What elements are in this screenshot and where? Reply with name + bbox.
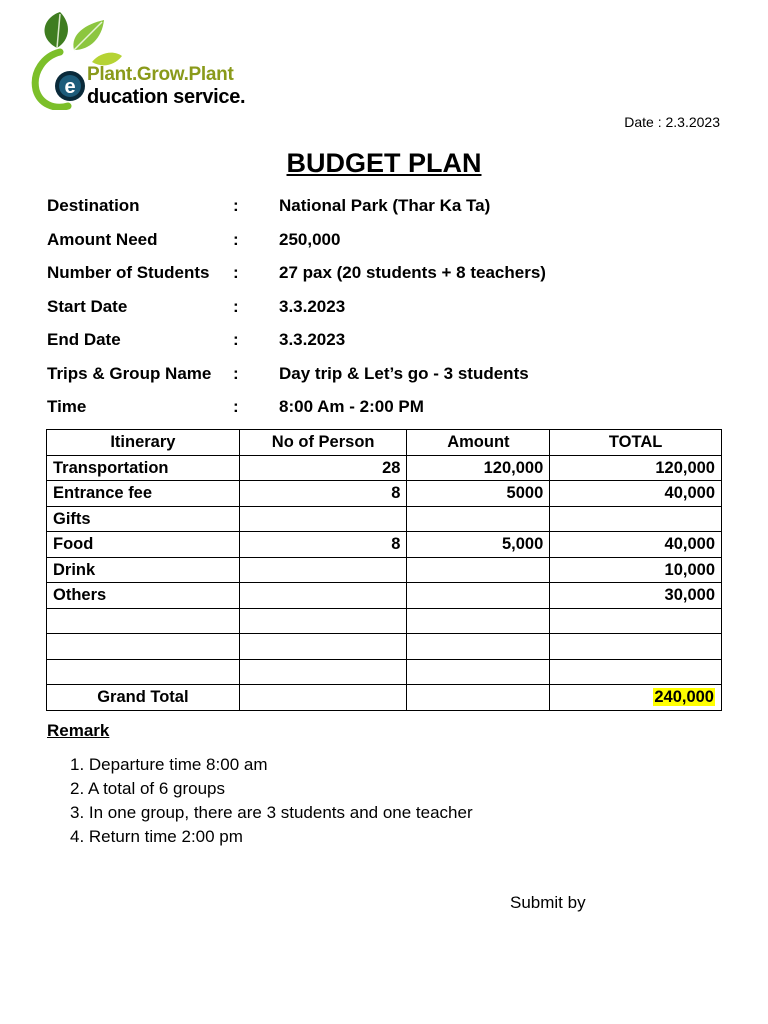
list-item: 2. A total of 6 groups <box>70 779 226 798</box>
grand-total-row <box>47 685 722 711</box>
cell-amount <box>407 634 550 660</box>
cell-amount <box>407 583 550 609</box>
remark-heading: Remark <box>47 721 110 740</box>
info-colon: : <box>233 330 239 349</box>
cell-no-of-person <box>239 506 407 532</box>
column-header-itinerary: Itinerary <box>47 430 240 456</box>
info-label: Destination <box>47 196 140 215</box>
table-row <box>47 608 722 634</box>
cell-no-of-person: 28 <box>239 455 407 481</box>
info-value: National Park (Thar Ka Ta) <box>279 196 491 215</box>
info-row-start-date <box>47 297 727 331</box>
list-item: 4. Return time 2:00 pm <box>70 827 243 846</box>
grand-total-label: Grand Total <box>47 685 240 711</box>
cell-total: 30,000 <box>550 583 722 609</box>
info-value: Day trip & Let’s go - 3 students <box>279 363 529 383</box>
cell-itinerary: Food <box>47 532 240 558</box>
grand-total-amount <box>407 685 550 711</box>
table-row <box>47 659 722 685</box>
cell-no-of-person <box>239 583 407 609</box>
info-value: 3.3.2023 <box>279 330 346 349</box>
logo-text-line2: ducation service. <box>87 86 246 108</box>
cell-no-of-person: 8 <box>239 532 407 558</box>
svg-text:e: e <box>64 76 76 98</box>
info-label: Time <box>47 397 87 416</box>
list-item: 3. In one group, there are 3 students and one teacher <box>70 803 473 822</box>
grand-total-person <box>239 685 407 711</box>
cell-no-of-person <box>239 634 407 660</box>
info-label: Start Date <box>47 296 128 316</box>
submit-by-label: Submit by <box>510 893 586 912</box>
table-row <box>47 506 722 532</box>
table-row <box>47 532 722 558</box>
cell-amount <box>407 659 550 685</box>
cell-total <box>550 659 722 685</box>
info-row-destination <box>47 196 727 230</box>
cell-amount <box>407 557 550 583</box>
cell-total <box>550 506 722 532</box>
grand-total-cell <box>550 685 722 711</box>
cell-total: 120,000 <box>550 455 722 481</box>
info-value: 27 pax (20 students + 8 teachers) <box>279 263 546 282</box>
cell-itinerary: Others <box>47 583 240 609</box>
table-row <box>47 557 722 583</box>
info-value: 250,000 <box>279 229 341 249</box>
info-label: End Date <box>47 330 121 349</box>
info-label: Trips & Group Name <box>47 363 212 383</box>
document-date <box>624 114 720 130</box>
cell-total: 40,000 <box>550 532 722 558</box>
cell-amount <box>407 506 550 532</box>
info-colon: : <box>233 263 239 282</box>
column-header-total: TOTAL <box>550 430 722 456</box>
info-colon: : <box>233 397 239 416</box>
info-colon: : <box>233 296 239 316</box>
trip-info <box>47 196 727 431</box>
info-value: 3.3.2023 <box>279 296 346 316</box>
table-row <box>47 455 722 481</box>
cell-total <box>550 608 722 634</box>
cell-no-of-person: 8 <box>239 481 407 507</box>
info-colon: : <box>233 363 239 383</box>
table-row <box>47 634 722 660</box>
table-row <box>47 481 722 507</box>
page-title: BUDGET PLAN <box>286 148 482 178</box>
cell-total: 10,000 <box>550 557 722 583</box>
column-header-amount: Amount <box>407 430 550 456</box>
cell-total: 40,000 <box>550 481 722 507</box>
cell-no-of-person <box>239 659 407 685</box>
date-value: 2.3.2023 <box>665 114 720 130</box>
info-colon: : <box>233 229 239 249</box>
cell-itinerary: Transportation <box>47 455 240 481</box>
remark-list <box>70 753 473 849</box>
info-row-amount-need <box>47 230 727 264</box>
budget-table <box>46 429 722 711</box>
cell-amount: 120,000 <box>407 455 550 481</box>
info-colon: : <box>233 196 239 215</box>
list-item: 1. Departure time 8:00 am <box>70 755 268 774</box>
company-logo <box>30 10 270 110</box>
logo-text-line1: Plant.Grow.Plant <box>87 64 234 85</box>
cell-itinerary <box>47 659 240 685</box>
table-header-row <box>47 430 722 456</box>
date-label: Date : <box>624 114 662 130</box>
table-row <box>47 583 722 609</box>
info-value: 8:00 Am - 2:00 PM <box>279 397 424 416</box>
cell-no-of-person <box>239 557 407 583</box>
cell-itinerary: Drink <box>47 557 240 583</box>
cell-no-of-person <box>239 608 407 634</box>
cell-total <box>550 634 722 660</box>
cell-itinerary: Gifts <box>47 506 240 532</box>
info-row-end-date <box>47 330 727 364</box>
grand-total-value: 240,000 <box>654 688 714 707</box>
info-row-number-of-students <box>47 263 727 297</box>
info-label: Amount Need <box>47 229 158 249</box>
cell-amount: 5,000 <box>407 532 550 558</box>
info-label: Number of Students <box>47 263 210 282</box>
cell-amount: 5000 <box>407 481 550 507</box>
cell-itinerary: Entrance fee <box>47 481 240 507</box>
cell-amount <box>407 608 550 634</box>
info-row-trips-group-name <box>47 364 727 398</box>
column-header-no-of-person: No of Person <box>239 430 407 456</box>
info-row-time <box>47 397 727 431</box>
cell-itinerary <box>47 634 240 660</box>
cell-itinerary <box>47 608 240 634</box>
